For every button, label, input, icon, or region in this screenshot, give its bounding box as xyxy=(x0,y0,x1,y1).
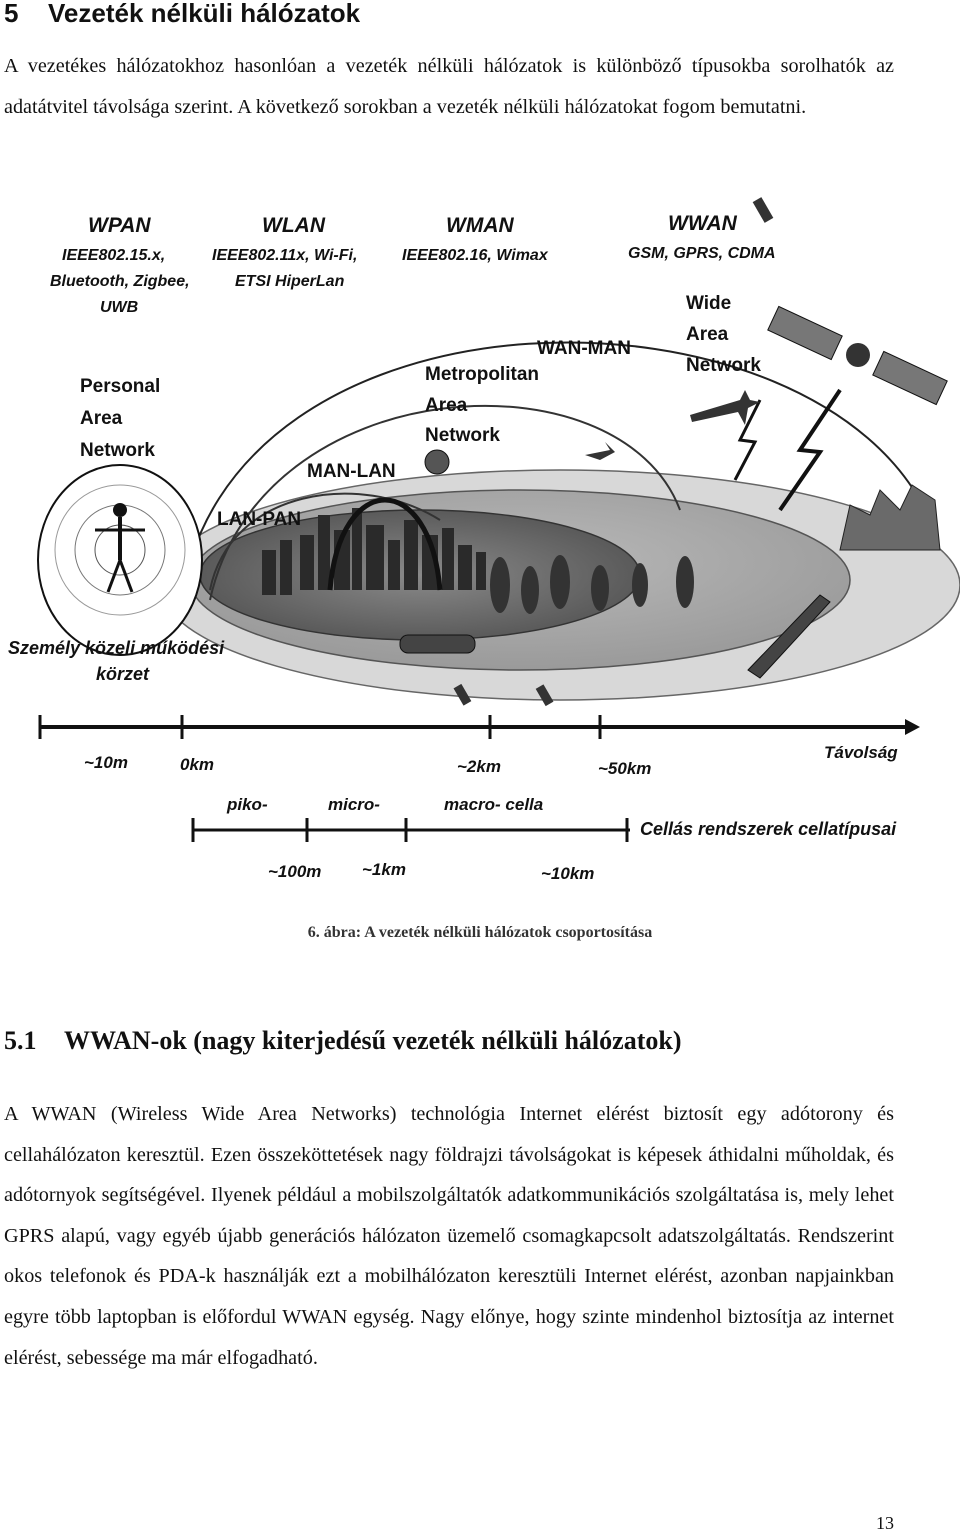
personal-area-circle xyxy=(38,465,202,655)
section-heading xyxy=(4,0,360,29)
mountains xyxy=(840,485,940,550)
subsection-number: 5.1 xyxy=(4,1026,37,1055)
wireless-network-figure xyxy=(0,190,960,902)
intro-paragraph: A vezetékes hálózatokhoz hasonlóan a vezeték nélküli hálózatok is különböző típusokba sorolhatók az adatátvitel távolsága szerint. A következő sorokban a vezeték nélküli hálózatokat fogom bemutatni. xyxy=(4,55,894,118)
metro-l2: Area xyxy=(425,395,468,416)
dist-2km: ~2km xyxy=(457,757,501,776)
wlan-title: WLAN xyxy=(262,214,325,237)
personal-l2: Area xyxy=(80,408,123,429)
section-number: 5 xyxy=(4,0,19,28)
wlan-line2: ETSI HiperLan xyxy=(235,273,345,290)
wman-title: WMAN xyxy=(446,214,514,237)
wpan-line2: Bluetooth, Zigbee, xyxy=(50,273,190,290)
personal-l3: Network xyxy=(80,440,155,461)
wpan-title: WPAN xyxy=(88,214,151,237)
distance-axis xyxy=(40,715,920,739)
wpan-line3: UWB xyxy=(100,299,139,316)
wlan-line1: IEEE802.11x, Wi-Fi, xyxy=(212,247,358,264)
personal-l1: Personal xyxy=(80,376,161,397)
cell-10km: ~10km xyxy=(541,864,595,883)
dist-10m: ~10m xyxy=(84,753,128,772)
wan-man-label: WAN-MAN xyxy=(537,338,631,359)
subsection-title: WWAN-ok (nagy kiterjedésű vezeték nélküli hálózatok) xyxy=(64,1026,682,1055)
train xyxy=(400,635,475,653)
man-lan-label: MAN-LAN xyxy=(307,461,396,482)
wide-l1: Wide xyxy=(686,293,732,314)
figure-caption: 6. ábra: A vezeték nélküli hálózatok csoportosítása xyxy=(307,924,653,941)
personal-zone-l2: körzet xyxy=(96,664,150,684)
dist-50km: ~50km xyxy=(598,759,652,778)
metro-l3: Network xyxy=(425,425,500,446)
body-paragraph: A WWAN (Wireless Wide Area Networks) technológia Internet elérést biztosít egy adótorony és cellahálózaton keresztül. Ezen összeköttetések nagy földrajzi távolságokat is képesek áthidalni műholdak, és adótornyok segítségével. Ilyenek például a mobilszolgáltatók adatkommunikációs szolgáltatása is, mely lehet GPRS alapú, vagy egyéb újabb generációs hálózaton üzemelő csomagkapcsolt adatszolgáltatás. Rendszerint okos telefonok és PDA-k használják ezt a mobilhálózaton keresztüli Internet elérést, azonban napjainkban egyre több laptopban is előfordul WWAN egység. Nagy előnye, hogy szinte mindenhol biztosítja az internet elérést, sebessége ma már elfogadható. xyxy=(4,1103,894,1369)
lan-pan-label: LAN-PAN xyxy=(217,509,302,530)
cell-1km: ~1km xyxy=(362,860,406,879)
wwan-title: WWAN xyxy=(668,212,737,235)
wide-l2: Area xyxy=(686,324,729,345)
balloon-icon xyxy=(425,450,449,474)
subsection-heading xyxy=(4,1026,681,1056)
figure-svg xyxy=(0,190,960,902)
dist-label: Távolság xyxy=(824,743,898,762)
wman-line1: IEEE802.16, Wimax xyxy=(402,247,548,264)
cell-micro: micro- xyxy=(328,795,380,814)
cell-macro: macro- cella xyxy=(444,795,544,814)
cell-axis xyxy=(193,818,630,842)
page-number: 13 xyxy=(876,1513,894,1533)
cell-100m: ~100m xyxy=(268,862,322,881)
cell-title: Cellás rendszerek cellatípusai xyxy=(640,819,897,839)
dist-0km: 0km xyxy=(180,755,215,774)
metro-l1: Metropolitan xyxy=(425,364,539,385)
wwan-line1: GSM, GPRS, CDMA xyxy=(628,245,776,262)
section-title: Vezeték nélküli hálózatok xyxy=(48,0,361,28)
cell-piko: piko- xyxy=(227,795,268,814)
small-plane-icon xyxy=(585,442,615,460)
phone-icon xyxy=(753,197,774,223)
wide-l3: Network xyxy=(686,355,761,376)
personal-zone-l1: Személy közeli működési xyxy=(8,638,225,658)
wpan-line1: IEEE802.15.x, xyxy=(62,247,166,264)
